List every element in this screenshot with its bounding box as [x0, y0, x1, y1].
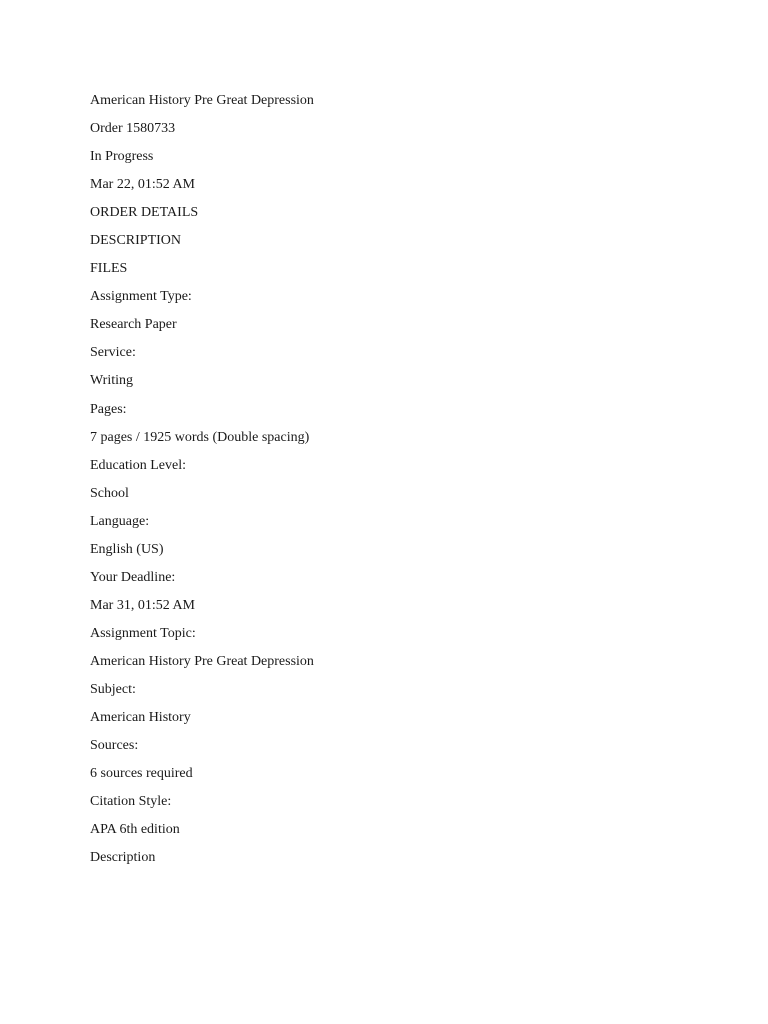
section-files: FILES: [90, 261, 128, 277]
service-label: Service:: [90, 345, 136, 361]
subject-label: Subject:: [90, 681, 136, 697]
sources-value: 6 sources required: [90, 766, 193, 782]
section-description: DESCRIPTION: [90, 233, 182, 249]
pages-value: 7 pages / 1925 words (Double spacing): [90, 429, 310, 445]
section-order-details: ORDER DETAILS: [90, 205, 199, 221]
education-level-label: Education Level:: [90, 457, 187, 473]
order-date: Mar 22, 01:52 AM: [90, 177, 195, 193]
citation-style-label: Citation Style:: [90, 794, 172, 810]
assignment-topic-label: Assignment Topic:: [90, 625, 196, 641]
document-title: American History Pre Great Depression: [90, 93, 314, 108]
pages-label: Pages:: [90, 401, 127, 417]
order-number: Order 1580733: [90, 121, 176, 137]
description-heading: Description: [90, 850, 156, 866]
document-body: [90, 90, 314, 875]
deadline-label: Your Deadline:: [90, 569, 176, 585]
education-level-value: School: [90, 485, 129, 501]
assignment-topic-value: American History Pre Great Depression: [90, 653, 314, 669]
language-value: English (US): [90, 541, 164, 557]
citation-style-value: APA 6th edition: [90, 822, 180, 838]
service-value: Writing: [90, 373, 133, 389]
deadline-value: Mar 31, 01:52 AM: [90, 597, 195, 613]
language-label: Language:: [90, 513, 150, 529]
assignment-type-value: Research Paper: [90, 317, 177, 333]
order-status: In Progress: [90, 149, 154, 165]
assignment-type-label: Assignment Type:: [90, 289, 192, 305]
sources-label: Sources:: [90, 738, 139, 754]
subject-value: American History: [90, 710, 191, 726]
